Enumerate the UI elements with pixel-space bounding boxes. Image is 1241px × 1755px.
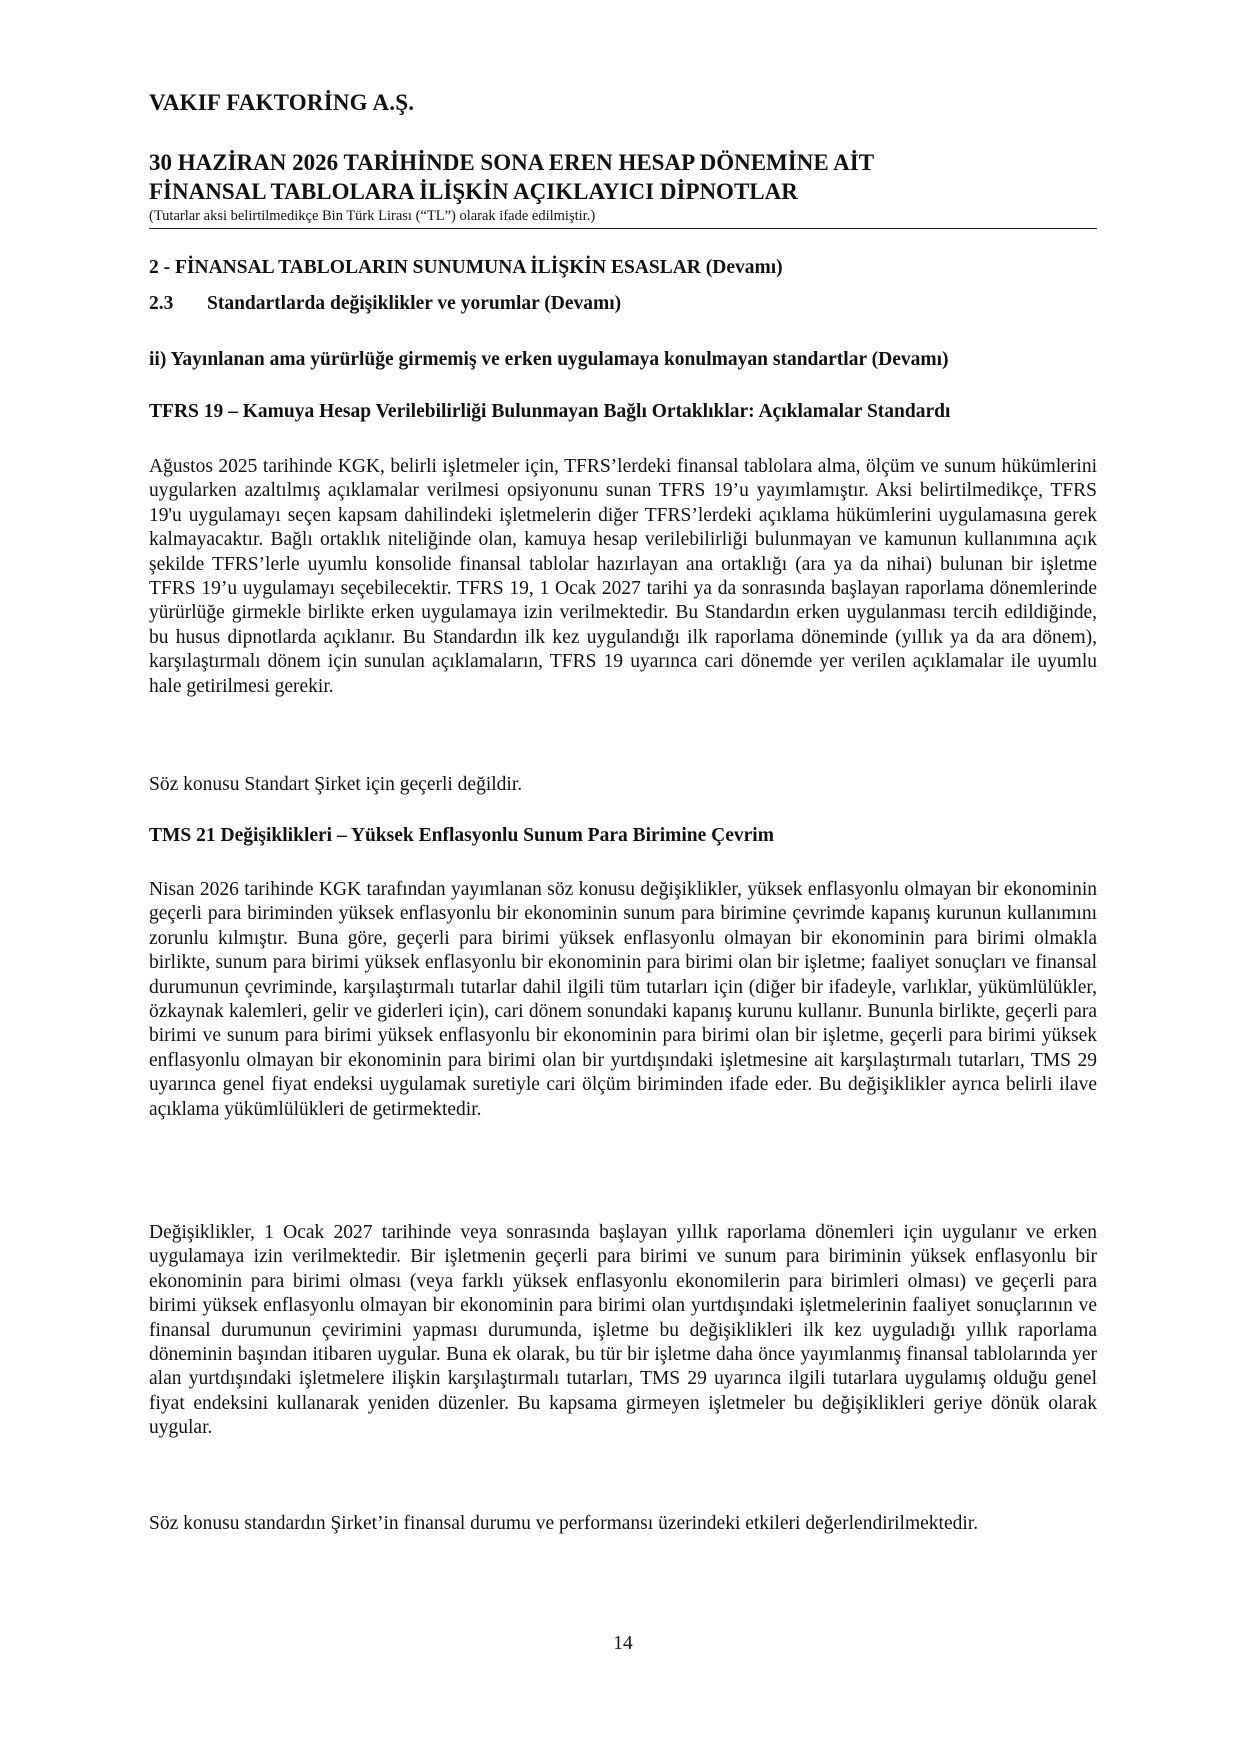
report-subtitle: (Tutarlar aksi belirtilmedikçe Bin Türk Lirası (“TL”) olarak ifade edilmiştir.): [149, 208, 596, 224]
tms21-heading: TMS 21 Değişiklikleri – Yüksek Enflasyonlu Sunum Para Birimine Çevrim: [149, 825, 774, 846]
subsection-number: 2.3: [149, 293, 174, 314]
tfrs19-heading: TFRS 19 – Kamuya Hesap Verilebilirliği Bulunmayan Bağlı Ortaklıklar: Açıklamalar Standardı: [149, 401, 951, 422]
report-title-line-2: FİNANSAL TABLOLARA İLİŞKİN AÇIKLAYICI DİPNOTLAR: [149, 179, 798, 204]
tfrs19-paragraph: Ağustos 2025 tarihinde KGK, belirli işletmeler için, TFRS’lerdeki finansal tablolara alma, ölçüm ve sunum hükümlerini uygularken azaltılmış açıklamalar verilmesi opsiyonunu sunan TFRS 19’u yayımlamıştır. Aksi belirtilmedikçe, TFRS 19'u uygulamayı seçen kapsam dahilindeki işletmelerin diğer TFRS’lerdeki açıklama hükümlerini uygulamasına gerek kalmayacaktır. Bağlı ortaklık niteliğinde olan, kamuya hesap verilebilirliği bulunmayan ve kamunun kullanımına açık şekilde TFRS’lerle uyumlu konsolide finansal tablolar hazırlayan ana ortaklığı (ara ya da nihai) bulunan bir işletme TFRS 19’u uygulamayı seçebilecektir. TFRS 19, 1 Ocak 2027 tarihi ya da sonrasında başlayan raporlama dönemlerinde yürürlüğe girmekle birlikte erken uygulamaya izin verilmektedir. Bu Standardın erken uygulanması tercih edildiğinde, bu husus dipnotlarda açıklanır. Bu Standardın ilk kez uygulandığı ilk raporlama döneminde (yıllık ya da ara dönem), karşılaştırmalı dönem için sunulan açıklamaların, TFRS 19 uyarınca cari dönemde yer verilen açıklamalar ile uyumlu hale getirilmesi gerekir.: [149, 456, 1097, 697]
tms21-paragraph-2: Değişiklikler, 1 Ocak 2027 tarihinde veya sonrasında başlayan yıllık raporlama dönemleri için uygulanır ve erken uygulamaya izin verilmektedir. Bir işletmenin geçerli para birimi ve sunum para biriminin yüksek enflasyonlu bir ekonominin para birimi olması (veya farklı yüksek enflasyonlu ekonomilerin para birimleri olması) ve geçerli para birimi yüksek enflasyonlu olmayan bir ekonominin para birimi olan yurtdışındaki işletmelerinin faaliyet sonuçlarının ve finansal durumunun çevirimini yapması durumunda, işletme bu değişiklikleri ilk kez uyguladığı yıllık raporlama döneminin başından itibaren uygular. Buna ek olarak, bu tür bir işletme daha önce yayımlanmış finansal tablolarında yer alan yurtdışındaki işletmelere ilişkin karşılaştırmalı tutarları, TMS 29 uyarınca ilgili tutarlara uygulamış olduğu genel fiyat endeksini kullanarak yeniden düzenler. Bu kapsama girmeyen işletmeler bu değişiklikleri geriye dönük olarak uygular.: [149, 1222, 1097, 1439]
section-heading: 2 - FİNANSAL TABLOLARIN SUNUMUNA İLİŞKİN ESASLAR (Devamı): [149, 257, 783, 278]
company-name: VAKIF FAKTORİNG A.Ş.: [149, 90, 415, 115]
page-number: 14: [613, 1633, 633, 1654]
subsection-heading: [149, 293, 621, 315]
report-title-line-1: 30 HAZİRAN 2026 TARİHİNDE SONA EREN HESAP DÖNEMİNE AİT: [149, 150, 875, 175]
tfrs19-note: Söz konusu Standart Şirket için geçerli değildir.: [149, 774, 523, 795]
sub-subsection-heading: ii) Yayınlanan ama yürürlüğe girmemiş ve erken uygulamaya konulmayan standartlar (Devamı): [149, 349, 949, 370]
subsection-title: Standartlarda değişiklikler ve yorumlar (Devamı): [207, 293, 622, 314]
tms21-paragraph-1: Nisan 2026 tarihinde KGK tarafından yayımlanan söz konusu değişiklikler, yüksek enflasyonlu olmayan bir ekonominin geçerli para biriminden yüksek enflasyonlu bir ekonominin sunum para birimine çevrimde kapanış kurunun kullanımını zorunlu kılmıştır. Buna göre, geçerli para birimi yüksek enflasyonlu olmayan bir ekonominin para birimi olmakla birlikte, sunum para birimi yüksek enflasyonlu bir ekonominin para birimi olan bir işletme; faaliyet sonuçları ve finansal durumunun çevriminde, karşılaştırmalı tutarlar dahil ilgili tüm tutarları için (diğer bir ifadeyle, varlıklar, yükümlülükler, özkaynak kalemleri, gelir ve giderleri için), cari dönem sonundaki kapanış kurunu kullanır. Bununla birlikte, geçerli para birimi ve sunum para birimi yüksek enflasyonlu bir ekonominin para birimi olan bir işletme, geçerli para birimi yüksek enflasyonlu olmayan bir ekonominin para birimi olan bir yurtdışındaki işletmesine ait karşılaştırmalı tutarları, TMS 29 uyarınca genel fiyat endeksi uygulamak suretiyle cari ölçüm biriminden ifade eder. Bu değişiklikler ayrıca belirli ilave açıklama yükümlülükleri de getirmektedir.: [149, 879, 1097, 1120]
tms21-note: Söz konusu standardın Şirket’in finansal durumu ve performansı üzerindeki etkileri değerlendirilmektedir.: [149, 1513, 979, 1534]
header-divider: [149, 228, 1097, 229]
